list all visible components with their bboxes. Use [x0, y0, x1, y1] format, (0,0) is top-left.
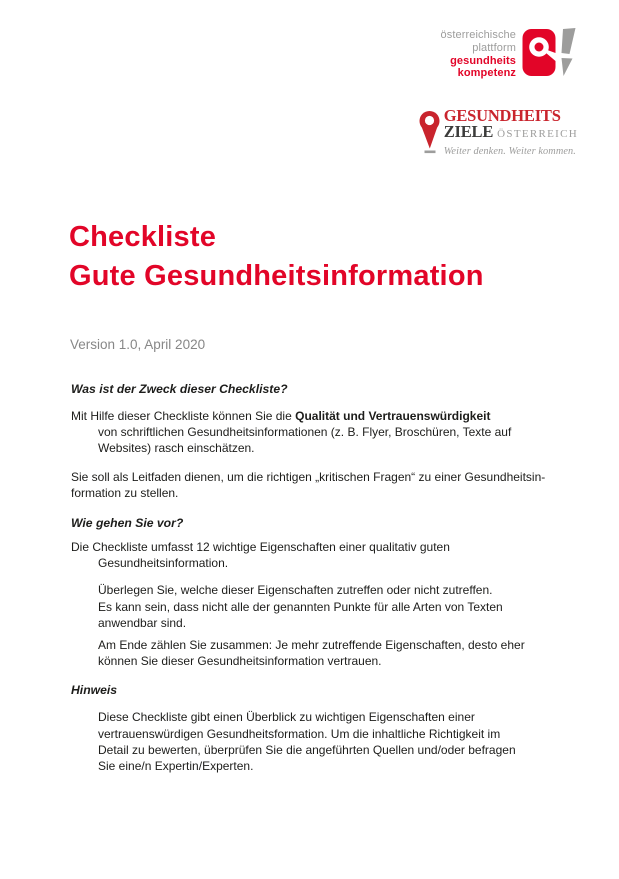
- paragraph-zweck: [71, 408, 591, 457]
- text-line: anwendbar sind.: [98, 615, 187, 630]
- opgk-text-line: gesundheits: [450, 54, 516, 67]
- text-segment: Mit Hilfe dieser Checkliste können Sie die: [71, 409, 296, 423]
- section-heading-vorgehen: Wie gehen Sie vor?: [71, 516, 184, 531]
- page-title: [69, 218, 484, 295]
- text-line: [71, 408, 591, 424]
- section-heading-hinweis: Hinweis: [71, 683, 118, 698]
- gesundheitsziele-logo: [417, 108, 578, 157]
- text-line: Websites) rasch einschätzen.: [98, 441, 255, 456]
- paragraph-ueberlegen: [71, 582, 591, 631]
- section-heading-zweck: Was ist der Zweck dieser Checkliste?: [71, 382, 288, 396]
- text-line: vertrauenswürdigen Gesundheitsformation. Um die inhaltliche Richtigkeit im: [98, 726, 501, 741]
- text-line: formation zu stellen.: [71, 485, 179, 500]
- text-line: Detail zu bewerten, überprüfen Sie die angeführten Quellen und/oder befragen: [98, 742, 516, 757]
- paragraph-leitfaden: [71, 469, 591, 501]
- opgk-text-line: kompetenz: [457, 67, 516, 80]
- text-line: Diese Checkliste gibt einen Überblick zu wichtigen Eigenschaften einer: [98, 710, 475, 725]
- text-line: von schriftlichen Gesundheitsinformationen (z. B. Flyer, Broschüren, Texte auf: [98, 425, 512, 440]
- gz-word-ziele: ZIELE: [443, 122, 494, 141]
- body-text: [71, 381, 591, 774]
- page-title-line1: Checkliste: [69, 221, 217, 253]
- opgk-logo-text: [441, 29, 516, 80]
- page-title-line2: Gute Gesundheitsinformation: [69, 259, 484, 292]
- paragraph-hinweis: [71, 709, 591, 774]
- opgk-text-line: österreichische: [440, 29, 516, 41]
- paragraph-eigenschaften: [71, 539, 591, 571]
- text-line: Sie soll als Leitfaden dienen, um die richtigen „kritischen Fragen“ zu einer Gesundheitsin-: [71, 469, 546, 484]
- opgk-logo: [441, 28, 576, 80]
- opgk-text-line: plattform: [472, 41, 516, 54]
- text-line: können Sie dieser Gesundheitsinformation vertrauen.: [98, 654, 382, 669]
- location-pin-icon: [417, 110, 442, 156]
- version-label: Version 1.0, April 2020: [70, 337, 206, 352]
- gz-tagline: Weiter denken. Weiter kommen.: [443, 146, 576, 157]
- gz-word-ziele-oesterreich: [444, 124, 578, 142]
- text-line: Es kann sein, dass nicht alle der genannten Punkte für alle Arten von Texten: [98, 599, 503, 614]
- gesundheitsziele-logo-text: [444, 108, 578, 157]
- text-line: Sie eine/n Expertin/Experten.: [98, 759, 254, 774]
- opgk-circle-dot-exclamation-icon: [522, 28, 576, 78]
- text-segment-bold: Qualität und Vertrauenswürdigkeit: [295, 409, 491, 423]
- text-line: Die Checkliste umfasst 12 wichtige Eigenschaften einer qualitativ guten: [71, 540, 450, 555]
- paragraph-zusammenzaehlen: [71, 637, 591, 669]
- text-line: Überlegen Sie, welche dieser Eigenschaften zutreffen oder nicht zutreffen.: [98, 583, 493, 598]
- gz-word-gesundheits: GESUNDHEITS: [443, 106, 561, 125]
- text-line: Gesundheitsinformation.: [98, 556, 229, 571]
- gz-word-oesterreich: ÖSTERREICH: [497, 128, 578, 140]
- text-line: Am Ende zählen Sie zusammen: Je mehr zutreffende Eigenschaften, desto eher: [98, 638, 525, 653]
